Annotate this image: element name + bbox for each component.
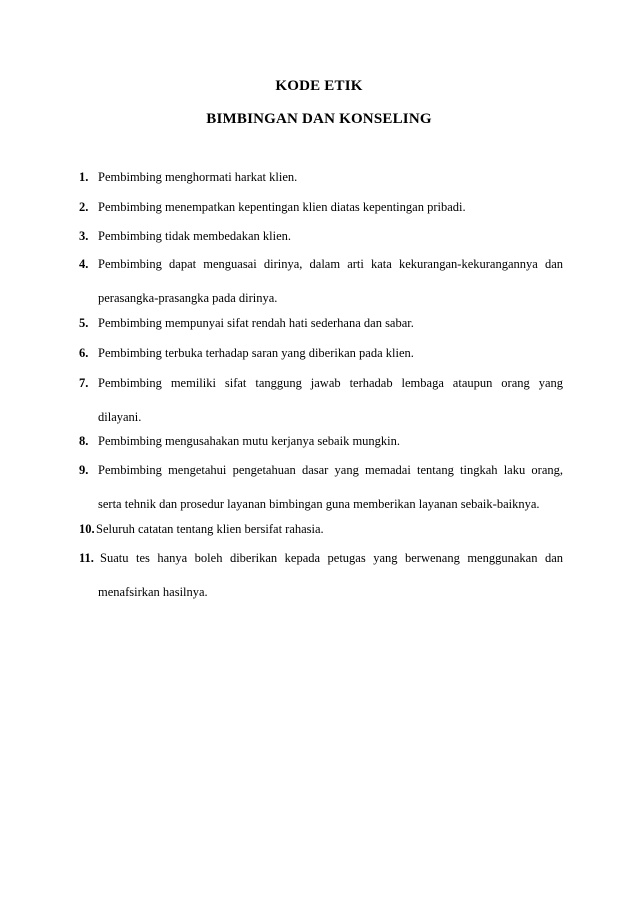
item-number: 11. bbox=[79, 551, 94, 565]
document-subtitle: BIMBINGAN DAN KONSELING bbox=[206, 111, 432, 127]
item-number: 8. bbox=[79, 434, 89, 448]
item-text: Pembimbing mempunyai sifat rendah hati sederhana dan sabar. bbox=[98, 316, 414, 330]
document-title: KODE ETIK bbox=[275, 78, 363, 94]
item-number: 5. bbox=[79, 316, 89, 330]
list-item bbox=[79, 541, 563, 609]
item-text-continued: serta tehnik dan prosedur layanan bimbingan guna memberikan layanan sebaik-baiknya. bbox=[98, 497, 540, 511]
item-text-continued: menafsirkan hasilnya. bbox=[98, 585, 208, 599]
item-number: 10. bbox=[79, 522, 95, 536]
item-text: Pembimbing terbuka terhadap saran yang diberikan pada klien. bbox=[98, 346, 414, 360]
item-number: 1. bbox=[79, 170, 89, 184]
list-item bbox=[79, 160, 563, 194]
item-number: 7. bbox=[79, 376, 89, 390]
item-text: Suatu tes hanya boleh diberikan kepada petugas yang berwenang menggunakan dan bbox=[100, 551, 563, 565]
item-text-continued: perasangka-prasangka pada dirinya. bbox=[98, 291, 278, 305]
list-item bbox=[79, 336, 563, 370]
item-number: 4. bbox=[79, 257, 89, 271]
item-text: Pembimbing menempatkan kepentingan klien diatas kepentingan pribadi. bbox=[98, 200, 466, 214]
item-text: Pembimbing mengetahui pengetahuan dasar yang memadai tentang tingkah laku orang, bbox=[98, 463, 563, 477]
item-text: Seluruh catatan tentang klien bersifat rahasia. bbox=[96, 522, 324, 536]
item-number: 9. bbox=[79, 463, 89, 477]
item-number: 6. bbox=[79, 346, 89, 360]
item-text: Pembimbing tidak membedakan klien. bbox=[98, 229, 292, 243]
item-text: Pembimbing dapat menguasai dirinya, dalam arti kata kekurangan-kekurangannya dan bbox=[98, 257, 563, 271]
item-text: Pembimbing menghormati harkat klien. bbox=[98, 170, 298, 184]
item-text: Pembimbing mengusahakan mutu kerjanya sebaik mungkin. bbox=[98, 434, 401, 448]
list-item bbox=[79, 453, 563, 521]
item-text-continued: dilayani. bbox=[98, 410, 142, 424]
item-number: 2. bbox=[79, 200, 89, 214]
list-item bbox=[79, 306, 563, 340]
list-item bbox=[79, 247, 563, 315]
item-number: 3. bbox=[79, 229, 89, 243]
item-text: Pembimbing memiliki sifat tanggung jawab terhadab lembaga ataupun orang yang bbox=[98, 376, 563, 390]
